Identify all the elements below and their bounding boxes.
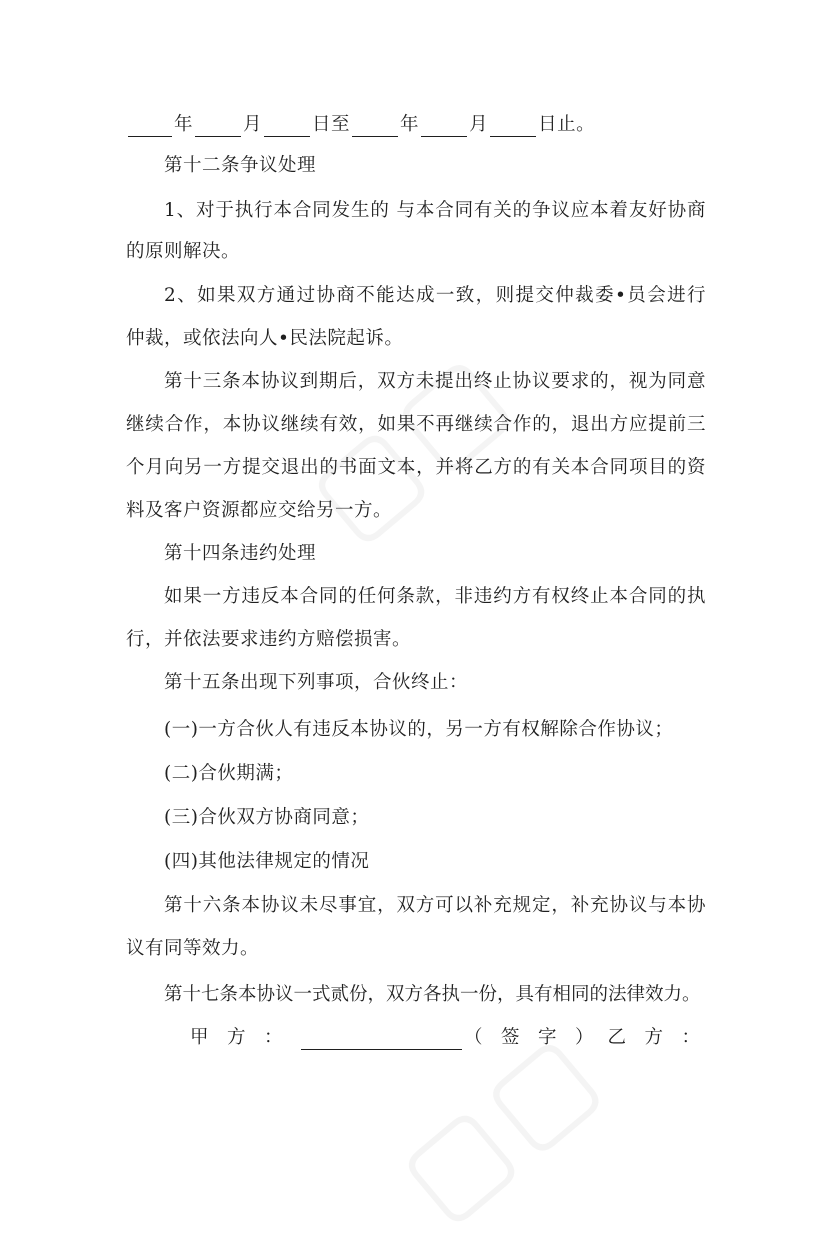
article-13-line: 继续合作，本协议继续有效，如果不再继续合作的，退出方应提前三 — [126, 414, 706, 435]
article-12-clause-2: 2、如果双方通过协商不能达成一致，则提交仲裁委•员会进行 — [164, 285, 706, 306]
article-12-title: 第十二条争议处理 — [164, 155, 317, 176]
day-to-label: 日至 — [312, 114, 351, 135]
article-13-line: 个月向另一方提交退出的书面文本，并将乙方的有关本合同项目的资 — [126, 457, 706, 478]
article-15-item: (三)合伙双方协商同意； — [164, 807, 370, 828]
party-b-label: 乙 方 ： — [607, 1027, 700, 1048]
year-blank — [128, 118, 172, 137]
article-15-title: 第十五条出现下列事项，合伙终止： — [164, 672, 469, 693]
signature-line — [190, 1026, 700, 1050]
article-13-line: 第十三条本协议到期后，双方未提出终止协议要求的，视为同意 — [164, 371, 706, 392]
year-label: 年 — [400, 114, 420, 135]
article-12-clause-1-cont: 的原则解决。 — [126, 241, 241, 262]
year-blank — [352, 118, 398, 137]
article-15-item: (四)其他法律规定的情况 — [164, 851, 370, 872]
article-16-line: 第十六条本协议未尽事宜，双方可以补充规定，补充协议与本协 — [164, 895, 706, 916]
year-label: 年 — [174, 114, 194, 135]
article-16-line: 议有同等效力。 — [126, 938, 260, 959]
article-15-item: (二)合伙期满； — [164, 763, 294, 784]
watermark — [285, 324, 536, 563]
day-blank — [264, 118, 310, 137]
article-12-clause-1: 1、对于执行本合同发生的 与本合同有关的争议应本着友好协商 — [164, 200, 706, 221]
article-14-line: 行，并依法要求违约方赔偿损害。 — [126, 629, 412, 650]
month-label: 月 — [243, 114, 263, 135]
month-label: 月 — [469, 114, 489, 135]
article-17-line: 第十七条本协议一式贰份，双方各执一份，具有相同的法律效力。 — [164, 984, 701, 1005]
day-end-label: 日止。 — [538, 114, 596, 135]
article-12-clause-2-cont: 仲裁，或依法向人•民法院起诉。 — [126, 328, 404, 349]
party-a-signature-blank — [301, 1031, 462, 1050]
date-range-line — [126, 113, 706, 137]
party-a-label: 甲 方 ： — [190, 1027, 283, 1048]
article-14-title: 第十四条违约处理 — [164, 543, 317, 564]
article-14-line: 如果一方违反本合同的任何条款，非违约方有权终止本合同的执 — [164, 586, 706, 607]
day-blank — [490, 118, 536, 137]
article-15-item: (一)一方合伙人有违反本协议的，另一方有权解除合作协议； — [164, 719, 674, 740]
article-13-line: 料及客户资源都应交给另一方。 — [126, 500, 393, 521]
month-blank — [195, 118, 241, 137]
month-blank — [421, 118, 467, 137]
sign-note: （ 签 字 ） — [463, 1027, 594, 1048]
